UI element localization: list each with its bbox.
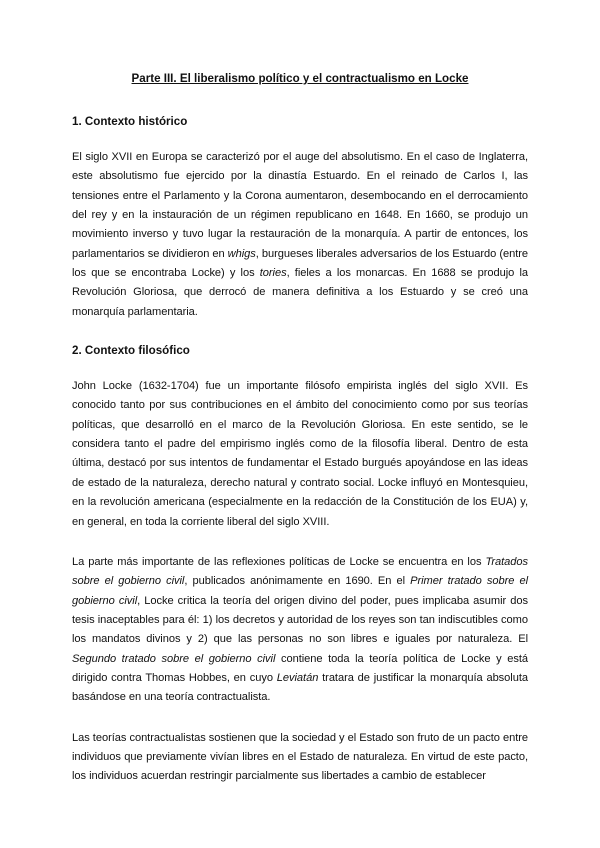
section-philosophical-context — [72, 343, 528, 787]
italic-term: Primer tratado sobre el gobierno civil — [72, 575, 528, 607]
italic-term: Tratados sobre el gobierno civil — [72, 555, 528, 588]
paragraph: Las teorías contractualistas sostienen que la sociedad y el Estado son fruto de un pacto entre individuos que previamente vivían libres en el Estado de naturaleza. En virtud de este pacto, los individuos acuerdan restringir parcialmente sus libertades a cambio de establecer — [72, 731, 528, 783]
italic-term: whigs — [227, 247, 256, 260]
italic-term: tories — [259, 267, 287, 280]
paragraph: El siglo XVII en Europa se caracterizó por el auge del absolutismo. En el caso de Inglaterra, este absolutismo fue ejercido por la dinastía Estuardo. En el reinado de Carlos I, las tensiones entre el Parlamento y la Corona aumentaron, desembocando en el derrocamiento del rey y en la instauración de un régimen republicano en 1648. En 1660, se produjo un movimiento inverso y tuvo lugar la restauración de la monarquía. A partir de entonces, los parlamentarios se dividieron en whigs, burgueses liberales adversarios de los Estuardo (entre los que se encontraba Locke) y los tories, fieles a los monarcas. En 1688 se produjo la Revolución Gloriosa, que derrocó de manera definitiva a los Estuardo y se creó una monarquía parlamentaria. — [72, 151, 529, 318]
italic-term: Segundo tratado sobre el gobierno civil — [72, 652, 276, 665]
paragraph: La parte más importante de las reflexiones políticas de Locke se encuentra en los Tratados sobre el gobierno civil, publicados anónimamente en 1690. En el Primer tratado sobre el gobierno civil, Locke critica la teoría del origen divino del poder, pues implicaba asumir dos tesis inaceptables para él: 1) los decretos y autoridad de los reyes son tan indiscutibles como los mandatos divinos y 2) que las personas no son libres e iguales por naturaleza. El Segundo tratado sobre el gobierno civil contiene toda la teoría política de Locke y está dirigido contra Thomas Hobbes, en cuyo Leviatán tratara de justificar la monarquía absoluta basándose en una teoría contractualista. — [72, 555, 528, 704]
section-historical-context — [72, 114, 528, 322]
section-heading: 1. Contexto histórico — [72, 115, 188, 128]
section-heading: 2. Contexto filosófico — [72, 344, 190, 358]
italic-term: Leviatán — [276, 671, 319, 684]
document-title: Parte III. El liberalismo político y el contractualismo en Locke — [131, 72, 469, 85]
paragraph: John Locke (1632-1704) fue un importante filósofo empirista inglés del siglo XVII. Es conocido tanto por sus contribuciones en el ámbito del conocimiento como por sus teorías políticas, que desarrolló en el marco de la Revolución Gloriosa. En este sentido, se le considera tanto el padre del empirismo inglés como de la filosofía liberal. Dentro de esta última, destacó por sus intentos de fundamentar el Estado burgués apoyándose en las ideas de estado de la naturaleza, derecho natural y contrato social. Locke influyó en Montesquieu, en la revolución americana (especialmente en la redacción de la Constitución de los EUA) y, en general, en toda la corriente liberal del siglo XVIII. — [72, 380, 528, 528]
